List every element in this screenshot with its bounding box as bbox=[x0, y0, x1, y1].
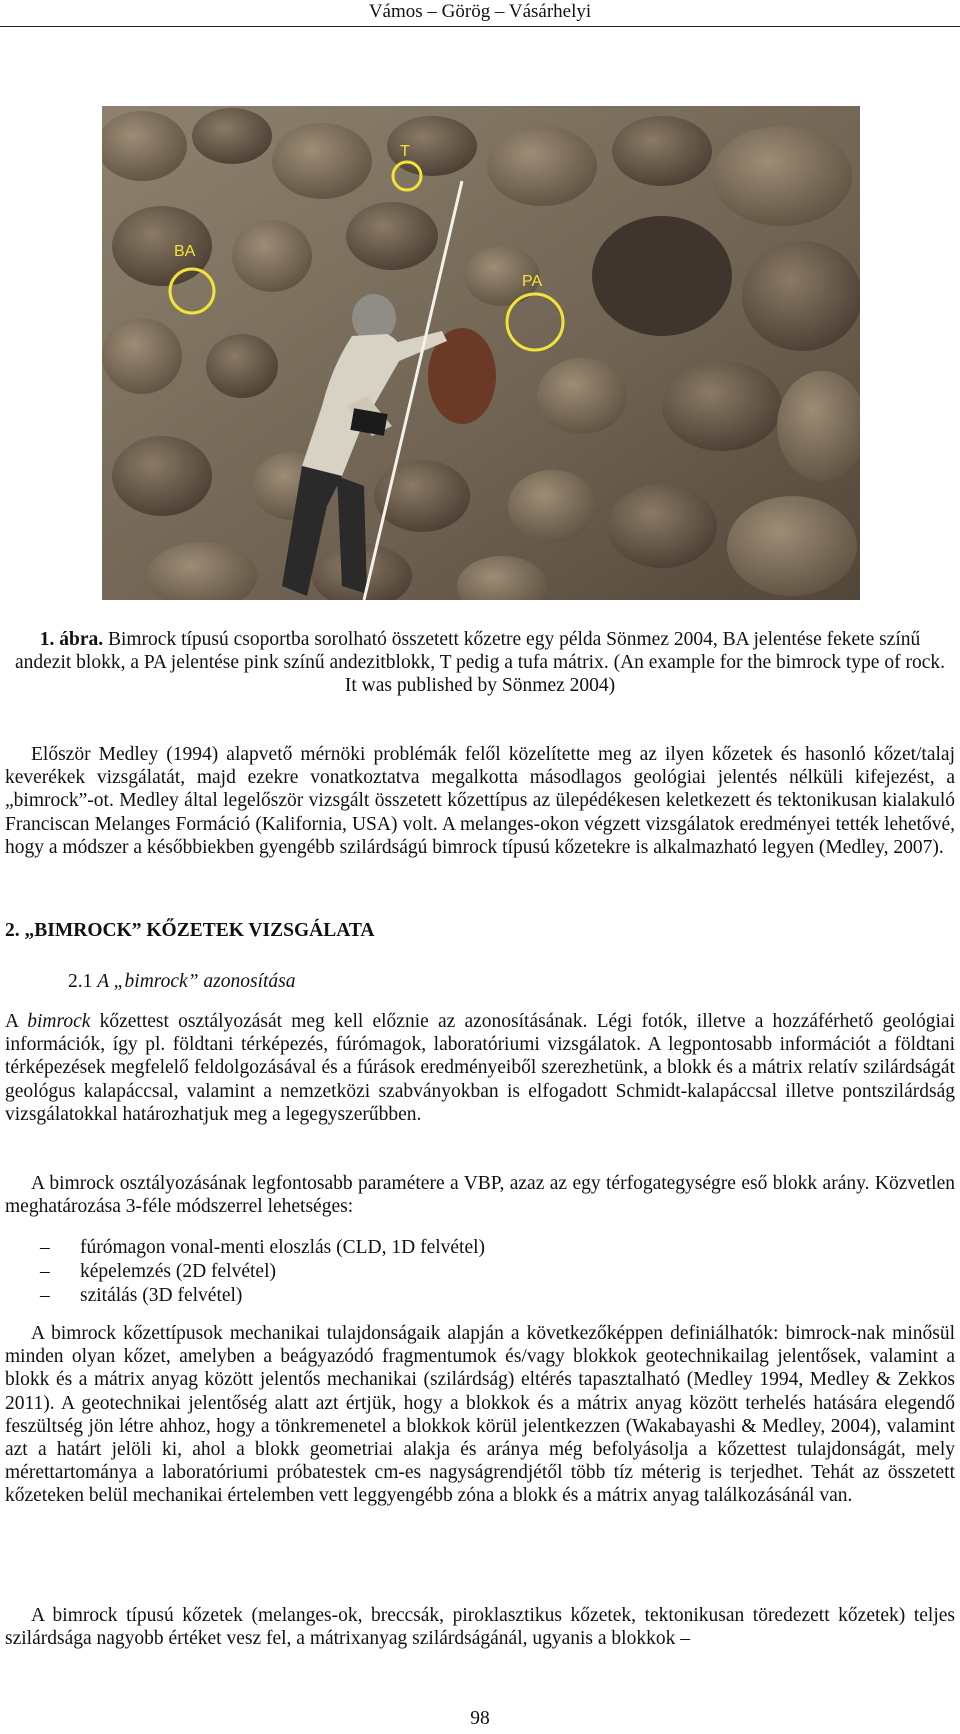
method-list bbox=[40, 1236, 485, 1308]
list-item-text: képelemzés (2D felvétel) bbox=[80, 1261, 276, 1282]
list-dash: – bbox=[40, 1261, 50, 1282]
page-number: 98 bbox=[470, 1708, 490, 1729]
list-item bbox=[40, 1284, 485, 1308]
label-ba: BA bbox=[174, 243, 196, 260]
paragraph-5: A bimrock típusú kőzetek (melanges-ok, breccsák, piroklasztikus kőzetek, tektonikusan töredezett kőzetek) teljes szilárdsága nagyobb értéket vesz fel, a mátrixanyag szilárdságánál, ugyanis a blokkok – bbox=[5, 1605, 955, 1650]
caption-number: 1. ábra. bbox=[39, 629, 104, 650]
list-dash: – bbox=[40, 1285, 50, 1306]
paragraph-4: A bimrock kőzettípusok mechanikai tulajdonságaik alapján a következőképpen definiálhatók: bimrock-nak minősül minden olyan kőzet, amelyben a beágyazódó fragmentumok és/vagy blokkok geotechnikailag jelentősek, valamint a blokk és a mátrix anyag között jelentős mechanikai (szilárdság) eltérés tapasztalható (Medley 1994, Medley & Zekkos 2011). A geotechnikai jelentőség alatt azt értjük, hogy a blokkok és a mátrix anyag között terhelés hatására elegendő feszültség jön létre ahhoz, hogy a tönkremenetel a blokkok körül jelentkezzen (Wakabayashi & Medley, 2004), valamint azt a határt jelöli ki, ahol a blokk geometriai alakja és aránya még befolyásolja a kőzettest tulajdonságát, mely mérettartománya a laboratóriumi próbatestek cm-es nagyságrendjétől több tíz méterig is terjedhet. Tehát az összetett kőzeteken belül mechanikai értelemben vett leggyengébb zóna a blokk és a mátrix anyag találkozásánál van. bbox=[5, 1323, 955, 1507]
paragraph-2-start: A bbox=[5, 1011, 28, 1032]
subsection-heading bbox=[68, 971, 296, 993]
subsection-title: A „bimrock” azonosítása bbox=[97, 971, 296, 992]
paragraph-3: A bimrock osztályozásának legfontosabb paramétere a VBP, azaz az egy térfogategységre eső blokk arány. Közvetlen meghatározása 3-féle módszerrel lehetséges: bbox=[5, 1173, 955, 1218]
rock-outcrop-photo bbox=[102, 106, 860, 600]
paragraph-2 bbox=[5, 1010, 955, 1126]
label-t: T bbox=[400, 143, 410, 160]
list-dash: – bbox=[40, 1237, 50, 1258]
caption-text: Bimrock típusú csoportba sorolható összetett kőzetre egy példa Sönmez 2004, BA jelentése fekete színű andezit blokk, a PA jelentése pink színű andezitblokk, T pedig a tufa mátrix. (An example for the bimrock type of rock. It was published by Sönmez 2004) bbox=[15, 629, 945, 696]
section-heading: 2. „BIMROCK” KŐZETEK VIZSGÁLATA bbox=[5, 920, 375, 941]
paragraph-2-term: bimrock bbox=[27, 1011, 91, 1032]
paragraph-1: Először Medley (1994) alapvető mérnöki problémák felől közelítette meg az ilyen kőzetek és hasonló kőzet/talaj keverékek vizsgálatát, majd ezekre vonatkoztatva megalkotta másodlagos geológiai jelentés nélküli kifejezést, a „bimrock”-ot. Medley által legelőször vizsgált összetett kőzettípus az ülepédékesen keletkezett és tektonikusan kialakuló Franciscan Melanges Formáció (Kalifornia, USA) volt. A melanges-okon végzett vizsgálatok eredményei tették lehetővé, hogy a módszer a későbbiekben gyengébb szilárdságú bimrock típusú kőzetekre is alkalmazható legyen (Medley, 2007). bbox=[5, 744, 955, 858]
running-header bbox=[0, 0, 960, 27]
figure-caption bbox=[10, 628, 950, 697]
list-item bbox=[40, 1260, 485, 1284]
list-item-text: fúrómagon vonal-menti eloszlás (CLD, 1D felvétel) bbox=[80, 1237, 486, 1258]
header-authors: Vámos – Görög – Vásárhelyi bbox=[368, 1, 592, 22]
subsection-number: 2.1 bbox=[68, 971, 98, 992]
paragraph-2-rest: kőzettest osztályozását meg kell előznie az azonosításának. Légi fotók, illetve a hozzáférhető geológiai információk, így pl. földtani térképezés, fúrómagok, laboratóriumi vizsgálatok. A legpontosabb információt a földtani térképezések megfelelő feldolgozásával és a fúrások eredményeiből szerezhetünk, a blokk és a mátrix relatív szilárdságát geológus kalapáccsal, valamint a nemzetközi szabványokban is elfogadott Schmidt-kalapáccsal illetve pontszilárdság vizsgálatokkal határozhatjuk meg a legegyszerűbben. bbox=[5, 1011, 956, 1125]
list-item-text: szitálás (3D felvétel) bbox=[80, 1285, 243, 1306]
label-pa: PA bbox=[522, 273, 543, 290]
list-item bbox=[40, 1236, 485, 1260]
figure-photo bbox=[102, 106, 860, 600]
